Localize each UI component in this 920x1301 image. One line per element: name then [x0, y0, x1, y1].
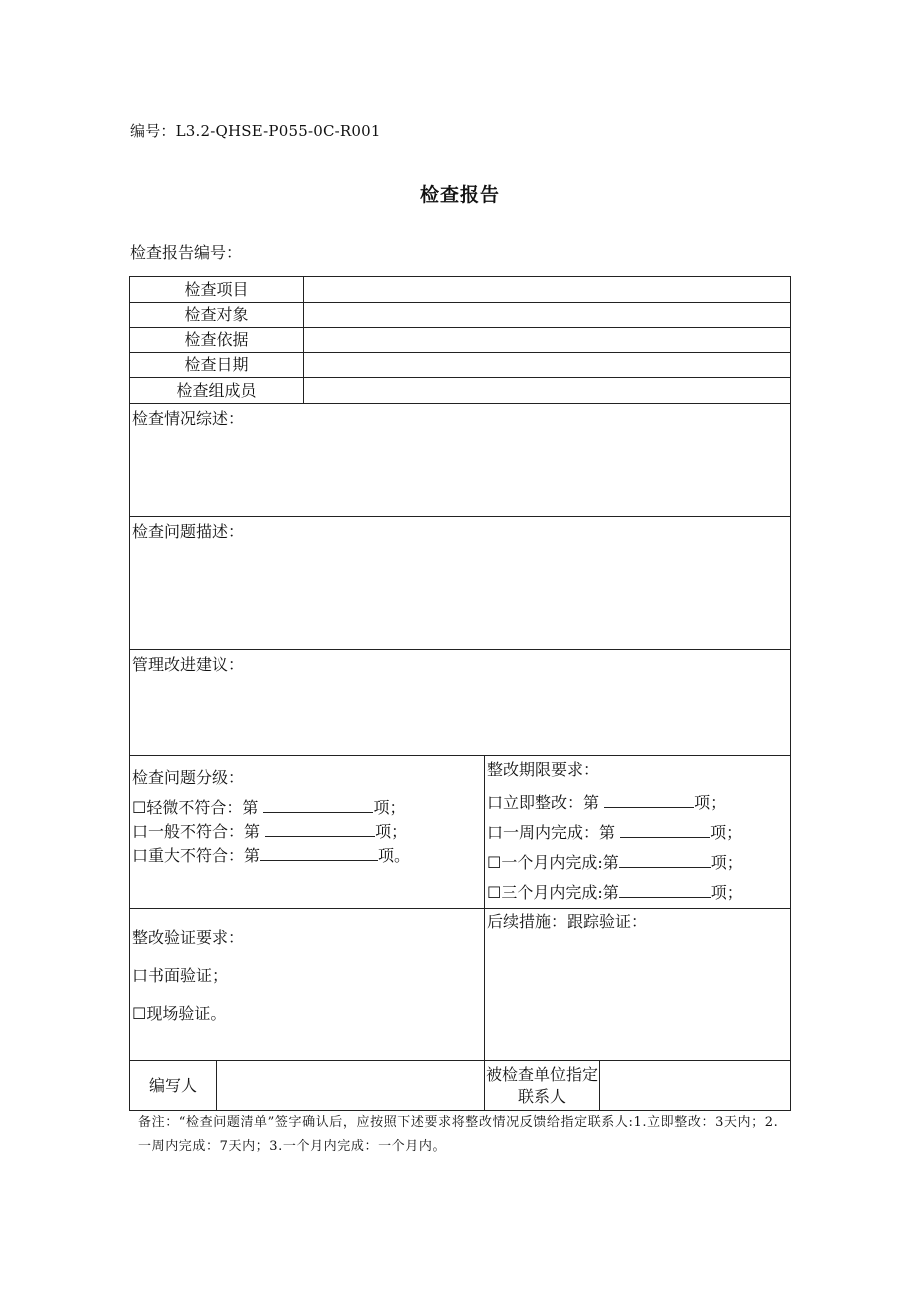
deadline-immediate: 口立即整改：第 项； [487, 793, 727, 812]
deadline-week: 口一周内完成：第 项； [487, 823, 743, 842]
blank-immediate[interactable] [604, 793, 694, 808]
deadline-three-months: ☐三个月内完成:第 项； [487, 883, 743, 902]
verification-section [130, 909, 485, 1061]
suggestions-section[interactable] [130, 650, 791, 756]
info-value-basis[interactable] [304, 328, 791, 353]
blank-week[interactable] [620, 823, 710, 838]
writer-value[interactable] [217, 1061, 485, 1111]
checkbox-week[interactable]: 口 [487, 823, 504, 842]
problems-section[interactable] [130, 517, 791, 650]
grading-general: 口一般不符合：第 项； [132, 822, 408, 841]
blank-general[interactable] [265, 822, 375, 837]
checkbox-immediate[interactable]: 口 [487, 793, 504, 812]
contact-label: 被检查单位指定联系人 [485, 1061, 600, 1111]
info-row-basis [130, 328, 791, 353]
info-label: 检查对象 [130, 303, 304, 328]
inspection-form [129, 276, 791, 1111]
info-value-project[interactable] [304, 277, 791, 303]
info-label: 检查组成员 [130, 378, 304, 404]
grading-label: 检查问题分级： [132, 768, 245, 787]
footnote: 备注：“检查问题清单”签字确认后，应按照下述要求将整改情况反馈给指定联系人:1.立即整改：3天内；2.一周内完成：7天内；3.一个月内完成：一个月内。 [138, 1115, 779, 1154]
suggestions-label: 管理改进建议： [132, 655, 245, 674]
info-row-object [130, 303, 791, 328]
followup-label: 后续措施：跟踪验证： [487, 912, 648, 931]
checkbox-general[interactable]: 口 [132, 822, 149, 841]
grading-major: 口重大不符合：第 项。 [132, 846, 411, 865]
deadline-label: 整改期限要求： [487, 760, 600, 779]
blank-three-months[interactable] [619, 883, 711, 898]
summary-section[interactable] [130, 404, 791, 517]
followup-section[interactable] [485, 909, 791, 1061]
report-number-label: 检查报告编号： [130, 243, 243, 262]
info-label: 检查项目 [130, 277, 304, 303]
verification-label: 整改验证要求： [132, 928, 245, 947]
info-row-members [130, 378, 791, 404]
info-value-object[interactable] [304, 303, 791, 328]
blank-major[interactable] [260, 846, 378, 861]
contact-value[interactable] [600, 1061, 791, 1111]
writer-label: 编写人 [130, 1061, 217, 1111]
checkbox-minor[interactable]: ☐ [132, 798, 147, 817]
info-label: 检查日期 [130, 353, 304, 378]
deadline-month: ☐一个月内完成:第 项； [487, 853, 743, 872]
document-code: 编号：L3.2-QHSE-P055-0C-R001 [130, 122, 381, 140]
info-value-date[interactable] [304, 353, 791, 378]
grading-section [130, 756, 485, 909]
info-label: 检查依据 [130, 328, 304, 353]
info-value-members[interactable] [304, 378, 791, 404]
checkbox-three-months[interactable]: ☐ [487, 883, 502, 902]
verification-written: 口书面验证； [132, 966, 229, 985]
blank-month[interactable] [619, 853, 711, 868]
grading-minor: ☐轻微不符合：第 项； [132, 798, 406, 817]
blank-minor[interactable] [263, 798, 373, 813]
checkbox-onsite[interactable]: ☐ [132, 1004, 147, 1023]
problems-label: 检查问题描述： [132, 522, 245, 541]
checkbox-month[interactable]: ☐ [487, 853, 502, 872]
info-row-date [130, 353, 791, 378]
deadline-section [485, 756, 791, 909]
checkbox-major[interactable]: 口 [132, 846, 149, 865]
checkbox-written[interactable]: 口 [132, 966, 149, 985]
info-row-project [130, 277, 791, 303]
verification-onsite: ☐现场验证。 [132, 1004, 227, 1023]
page-title: 检查报告 [419, 184, 500, 206]
summary-label: 检查情况综述： [132, 409, 245, 428]
